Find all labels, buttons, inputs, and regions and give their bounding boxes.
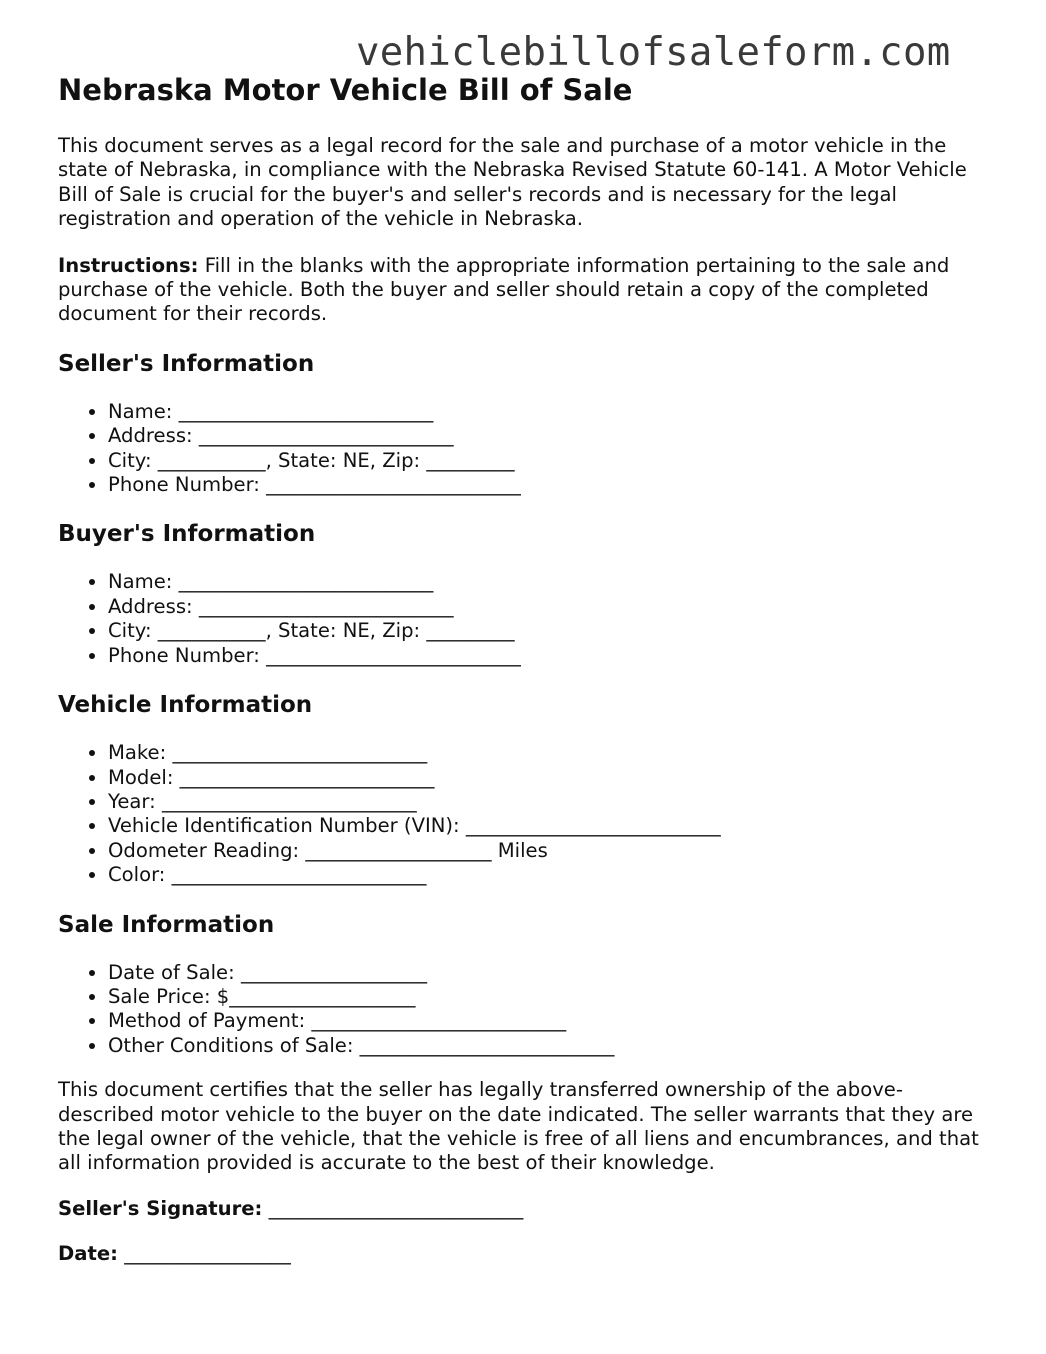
sale-price-field[interactable]: • Sale Price: $___________________	[108, 985, 998, 1009]
buyer-section-heading: Buyer's Information	[58, 521, 316, 548]
buyer-address-field[interactable]: • Address: __________________________	[108, 595, 998, 619]
document-page	[58, 68, 998, 1267]
seller-address-field[interactable]: • Address: __________________________	[108, 424, 998, 448]
seller-signature-blank[interactable]: __________________________	[262, 1196, 524, 1220]
vehicle-odometer-field[interactable]: • Odometer Reading: ___________________ Miles	[108, 839, 998, 863]
intro-paragraph: This document serves as a legal record for the sale and purchase of a motor vehicle in the state of Nebraska, in compliance with the Nebraska Revised Statute 60-141. A Motor Vehicle Bill of Sale is crucial for the buyer's and seller's records and is necessary for the legal registration and operation of the vehicle in Nebraska.	[58, 134, 967, 231]
site-watermark: vehiclebillofsaleform.com	[356, 30, 951, 75]
signature-date-blank[interactable]: _________________	[117, 1242, 291, 1266]
certification-paragraph: This document certifies that the seller has legally transferred ownership of the above-described motor vehicle to the buyer on the date indicated. The seller warrants that they are the legal owner of the vehicle, that the vehicle is free of all liens and encumbrances, and that all information provided is accurate to the best of their knowledge.	[58, 1078, 979, 1175]
seller-section-heading: Seller's Information	[58, 350, 315, 377]
instructions-paragraph	[58, 254, 998, 327]
vehicle-color-field[interactable]: • Color: __________________________	[108, 863, 998, 887]
seller-signature-line[interactable]	[58, 1197, 998, 1221]
payment-method-field[interactable]: • Method of Payment: __________________________	[108, 1009, 998, 1033]
other-conditions-field[interactable]: • Other Conditions of Sale: __________________________	[108, 1034, 998, 1058]
seller-city-state-zip-field[interactable]: • City: ___________, State: NE, Zip: _________	[108, 449, 998, 473]
signature-date-line[interactable]	[58, 1242, 998, 1266]
seller-signature-label: Seller's Signature:	[58, 1196, 263, 1220]
seller-name-field[interactable]: • Name: __________________________	[108, 400, 998, 424]
sale-field-list	[58, 961, 998, 1059]
instructions-text: Fill in the blanks with the appropriate information pertaining to the sale and purchase of the vehicle. Both the buyer and seller should retain a copy of the completed document for their records.	[58, 253, 950, 326]
buyer-city-state-zip-field[interactable]: • City: ___________, State: NE, Zip: _________	[108, 619, 998, 643]
signature-date-label: Date:	[58, 1242, 118, 1266]
instructions-label: Instructions:	[58, 253, 199, 277]
sale-date-field[interactable]: • Date of Sale: ___________________	[108, 961, 998, 985]
seller-field-list	[58, 400, 998, 498]
buyer-phone-field[interactable]: • Phone Number: __________________________	[108, 644, 998, 668]
document-title: Nebraska Motor Vehicle Bill of Sale	[58, 73, 633, 107]
vehicle-make-field[interactable]: • Make: __________________________	[108, 741, 998, 765]
vehicle-model-field[interactable]: • Model: __________________________	[108, 766, 998, 790]
buyer-name-field[interactable]: • Name: __________________________	[108, 570, 998, 594]
sale-section-heading: Sale Information	[58, 911, 275, 938]
vehicle-year-field[interactable]: • Year: __________________________	[108, 790, 998, 814]
vehicle-field-list	[58, 741, 998, 887]
vehicle-vin-field[interactable]: • Vehicle Identification Number (VIN): __________________________	[108, 814, 998, 838]
buyer-field-list	[58, 570, 998, 668]
vehicle-section-heading: Vehicle Information	[58, 692, 313, 719]
seller-phone-field[interactable]: • Phone Number: __________________________	[108, 473, 998, 497]
